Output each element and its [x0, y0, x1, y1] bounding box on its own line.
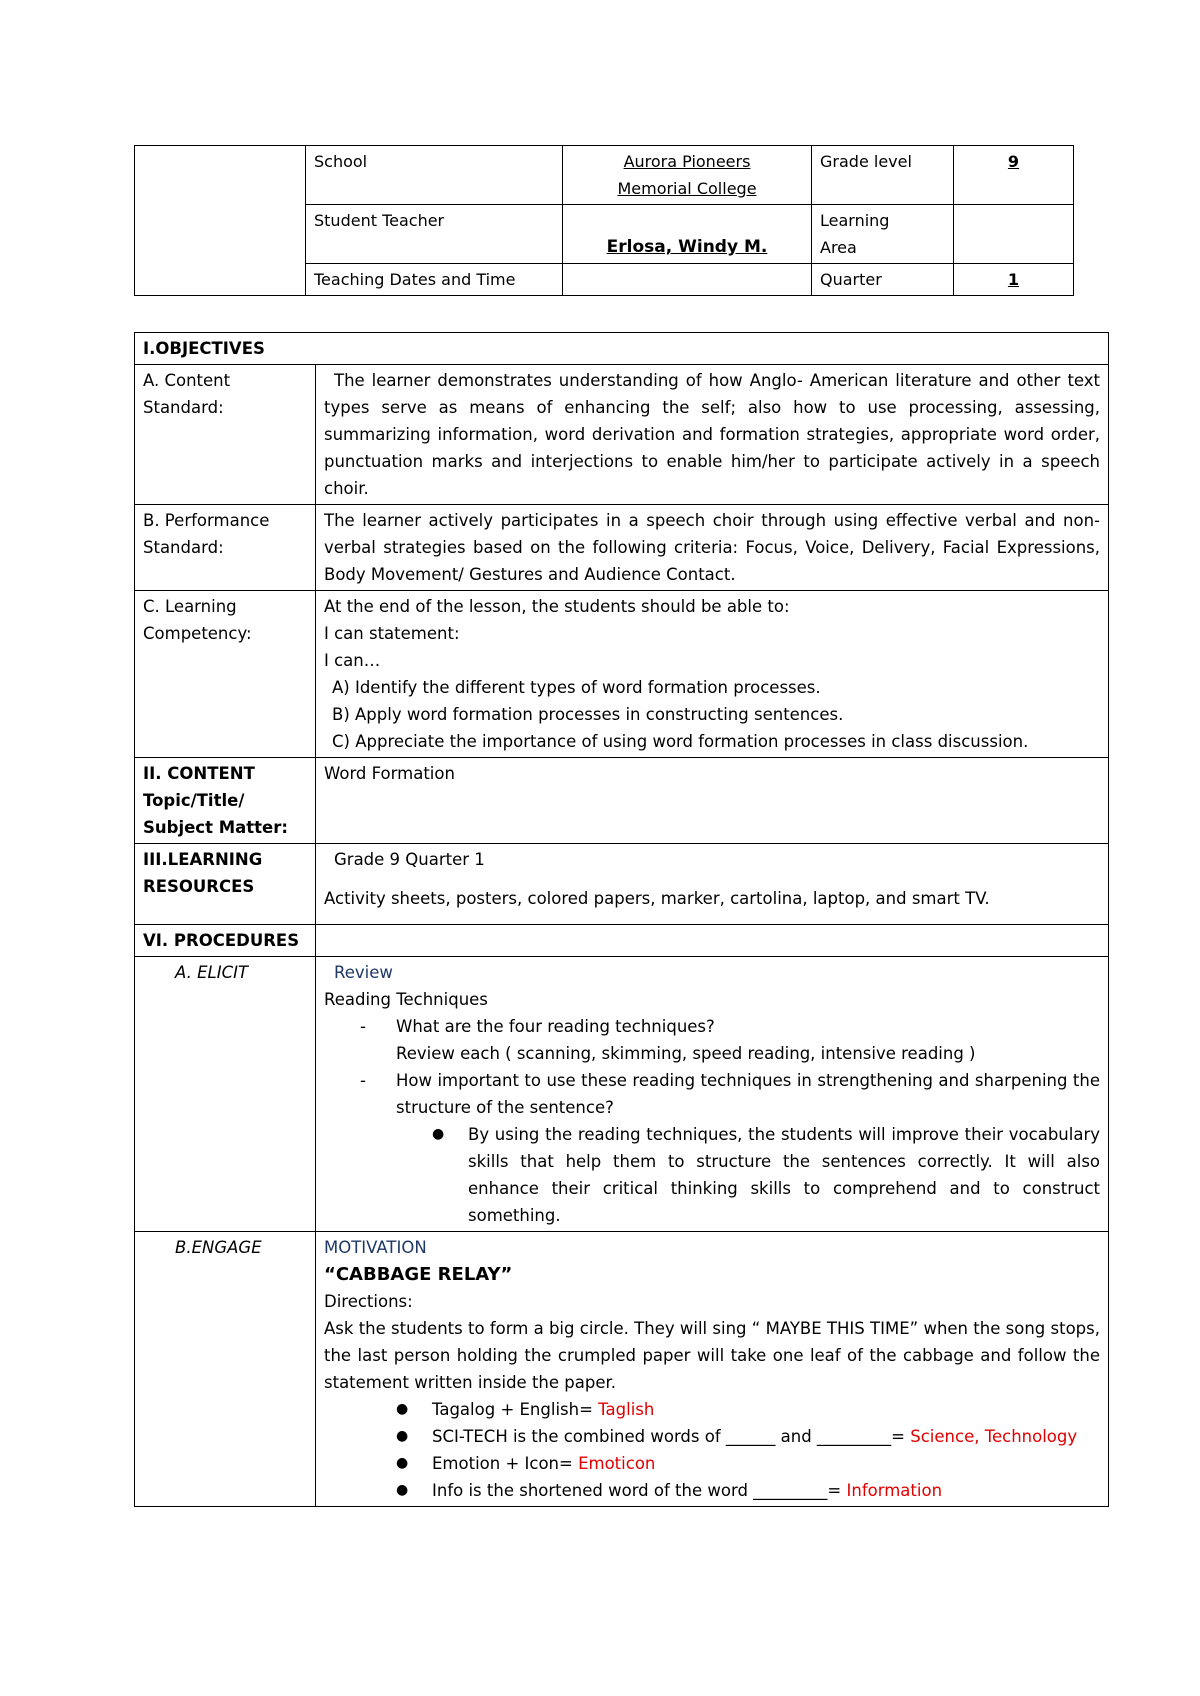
learning-competency-label: C. Learning Competency: — [135, 591, 316, 758]
procedures-heading-blank — [316, 925, 1109, 957]
main-table — [134, 332, 1109, 1507]
content-label: II. CONTENT Topic/Title/ Subject Matter: — [135, 758, 316, 844]
dates-value — [563, 264, 812, 296]
dash-marker: - — [360, 1071, 366, 1090]
competency-intro: At the end of the lesson, the students should be able to: — [324, 597, 790, 616]
engage-bullet-2: ● SCI-TECH is the combined words of ______ and _________= Science, Technology — [396, 1423, 1100, 1450]
quarter-label: Quarter — [812, 264, 954, 296]
performance-standard-text: The learner actively participates in a speech choir through using effective verbal and non-verbal strategies based on the following criteria: Focus, Voice, Delivery, Facial Expressions, Body Movement/ Gestures and Audience Contact. — [316, 505, 1109, 591]
bullet-icon: ● — [432, 1126, 445, 1142]
engage-game: “CABBAGE RELAY” — [324, 1264, 513, 1285]
elicit-label: A. ELICIT — [135, 957, 316, 1232]
dates-label: Teaching Dates and Time — [306, 264, 563, 296]
header-table — [134, 145, 1074, 296]
resources-line1: Grade 9 Quarter 1 — [334, 850, 485, 869]
elicit-title: Review — [334, 963, 393, 982]
performance-standard-label: B. Performance Standard: — [135, 505, 316, 591]
engage-label: B.ENGAGE — [135, 1232, 316, 1507]
dash-marker: - — [360, 1017, 366, 1036]
bullet-icon: ● — [396, 1482, 409, 1498]
objectives-heading: I.OBJECTIVES — [135, 333, 1109, 365]
engage-bullet-3: ● Emotion + Icon= Emoticon — [396, 1450, 1100, 1477]
bullet-icon: ● — [396, 1428, 409, 1444]
grade-value: 9 — [954, 146, 1074, 205]
learning-competency-cell — [316, 591, 1109, 758]
engage-cell — [316, 1232, 1109, 1507]
engage-directions: Directions: — [324, 1292, 413, 1311]
teacher-value: Erlosa, Windy M. — [563, 205, 812, 264]
engage-bullet-1: ● Tagalog + English= Taglish — [396, 1396, 1100, 1423]
content-standard-label: A. Content Standard: — [135, 365, 316, 505]
elicit-question-1: - What are the four reading techniques? — [360, 1013, 1100, 1040]
quarter-value: 1 — [954, 264, 1074, 296]
header-blank-cell — [135, 146, 306, 296]
bullet-icon: ● — [396, 1455, 409, 1471]
resources-label: III.LEARNING RESOURCES — [135, 844, 316, 925]
engage-bullet-4: ● Info is the shortened word of the word _________= Information — [396, 1477, 1100, 1504]
school-label: School — [306, 146, 563, 205]
competency-ican: I can… — [324, 651, 381, 670]
elicit-question-2: - How important to use these reading techniques in strengthening and sharpening the structure of the sentence? — [360, 1067, 1100, 1121]
procedures-heading: VI. PROCEDURES — [135, 925, 316, 957]
learning-area-value — [954, 205, 1074, 264]
content-standard-text: The learner demonstrates understanding of how Anglo- American literature and other text types serve as means of enhancing the self; also how to use processing, assessing, summarizing information, word derivation and formation strategies, appropriate word order, punctuation marks and interjections to enable him/her to participate actively in a speech choir. — [316, 365, 1109, 505]
competency-statement: I can statement: — [324, 624, 460, 643]
grade-label: Grade level — [812, 146, 954, 205]
elicit-question-1-sub: Review each ( scanning, skimming, speed reading, intensive reading ) — [396, 1044, 976, 1063]
teacher-label: Student Teacher — [306, 205, 563, 264]
competency-c: C) Appreciate the importance of using word formation processes in class discussion. — [332, 732, 1029, 751]
competency-b: B) Apply word formation processes in constructing sentences. — [332, 705, 844, 724]
elicit-answer: ● By using the reading techniques, the students will improve their vocabulary skills that help them to structure the sentences correctly. It will also enhance their critical thinking skills to comprehend and to construct something. — [432, 1121, 1100, 1229]
resources-line2: Activity sheets, posters, colored papers, marker, cartolina, laptop, and smart TV. — [324, 889, 990, 908]
content-value: Word Formation — [316, 758, 1109, 844]
elicit-topic: Reading Techniques — [324, 990, 488, 1009]
competency-a: A) Identify the different types of word formation processes. — [332, 678, 821, 697]
bullet-icon: ● — [396, 1401, 409, 1417]
engage-title: MOTIVATION — [324, 1238, 427, 1257]
school-value: Aurora Pioneers Memorial College — [563, 146, 812, 205]
engage-text: Ask the students to form a big circle. They will sing “ MAYBE THIS TIME” when the song stops, the last person holding the crumpled paper will take one leaf of the cabbage and follow the statement written inside the paper. — [324, 1319, 1101, 1392]
learning-area-label: Learning Area — [812, 205, 954, 264]
elicit-cell — [316, 957, 1109, 1232]
resources-cell — [316, 844, 1109, 925]
